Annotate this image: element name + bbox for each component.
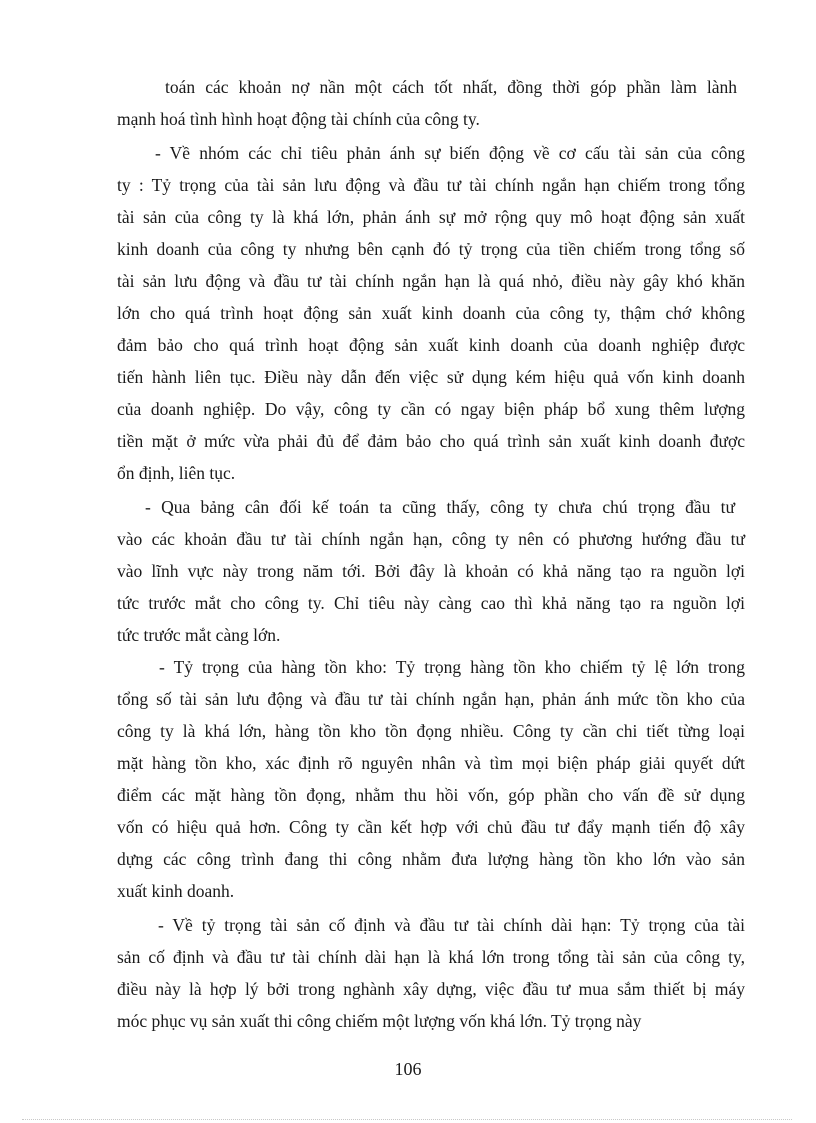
text-line: lớn cho quá trình hoạt động sản xuất kinh doanh của công ty, thậm chớ không: [117, 303, 745, 323]
text-line: ty : Tỷ trọng của tài sản lưu động và đầu tư tài chính ngắn hạn chiếm trong tổng: [117, 175, 745, 195]
text-line: tức trước mắt càng lớn.: [117, 625, 281, 645]
text-line: kinh doanh của công ty nhưng bên cạnh đó tỷ trọng của tiền chiếm trong tổng số: [117, 239, 745, 259]
text-line: tức trước mắt cho công ty. Chỉ tiêu này càng cao thì khả năng tạo ra nguồn lợi: [117, 593, 745, 613]
text-line: đảm bảo cho quá trình hoạt động sản xuất kinh doanh của doanh nghiệp được: [117, 335, 745, 355]
footer-divider: [22, 1119, 792, 1120]
text-line: vào lĩnh vực này trong năm tới. Bởi đây là khoản có khả năng tạo ra nguồn lợi: [117, 561, 745, 581]
text-line: - Qua bảng cân đối kế toán ta cũng thấy, công ty chưa chú trọng đầu tư: [145, 497, 735, 517]
text-line: - Về nhóm các chỉ tiêu phản ánh sự biến động về cơ cấu tài sản của công: [155, 143, 745, 163]
text-line: toán các khoản nợ nần một cách tốt nhất, đồng thời góp phần làm lành: [165, 77, 737, 97]
text-line: tổng số tài sản lưu động và đầu tư tài chính ngắn hạn, phản ánh mức tồn kho của: [117, 689, 745, 709]
text-line: - Về tỷ trọng tài sản cố định và đầu tư tài chính dài hạn: Tỷ trọng của tài: [158, 915, 745, 935]
text-line: công ty là khá lớn, hàng tồn kho tồn đọng nhiều. Công ty cần chi tiết từng loại: [117, 721, 745, 741]
text-line: móc phục vụ sản xuất thi công chiếm một lượng vốn khá lớn. Tỷ trọng này: [117, 1011, 642, 1031]
text-line: mặt hàng tồn kho, xác định rõ nguyên nhân và tìm mọi biện pháp giải quyết dứt: [117, 753, 745, 773]
text-line: sản cố định và đầu tư tài chính dài hạn là khá lớn trong tổng tài sản của công ty,: [117, 947, 745, 967]
text-line: tài sản của công ty là khá lớn, phản ánh sự mở rộng quy mô hoạt động sản xuất: [117, 207, 745, 227]
text-line: xuất kinh doanh.: [117, 881, 235, 901]
text-line: tiến hành liên tục. Điều này dẫn đến việc sử dụng kém hiệu quả vốn kinh doanh: [117, 367, 745, 387]
text-line: tiền mặt ở mức vừa phải đủ để đảm bảo cho quá trình sản xuất kinh doanh được: [117, 431, 745, 451]
text-line: vào các khoản đầu tư tài chính ngắn hạn, công ty nên có phương hướng đầu tư: [117, 529, 745, 549]
text-line: - Tỷ trọng của hàng tồn kho: Tỷ trọng hàng tồn kho chiếm tỷ lệ lớn trong: [159, 657, 745, 677]
text-line: dựng các công trình đang thi công nhằm đưa lượng hàng tồn kho lớn vào sản: [117, 849, 745, 869]
text-line: của doanh nghiệp. Do vậy, công ty cần có ngay biện pháp bổ xung thêm lượng: [117, 399, 745, 419]
text-line: tài sản lưu động và đầu tư tài chính ngắn hạn là quá nhỏ, điều này gây khó khăn: [117, 271, 745, 291]
page-number: 106: [394, 1059, 422, 1079]
text-line: mạnh hoá tình hình hoạt động tài chính của công ty.: [117, 109, 480, 129]
text-line: điểm các mặt hàng tồn đọng, nhằm thu hồi vốn, góp phần cho vấn đề sử dụng: [117, 785, 745, 805]
text-line: điều này là hợp lý bởi trong nghành xây dựng, việc đầu tư mua sắm thiết bị máy: [117, 979, 745, 999]
text-line: ổn định, liên tục.: [117, 463, 236, 483]
text-line: vốn có hiệu quả hơn. Công ty cần kết hợp với chủ đầu tư đẩy mạnh tiến độ xây: [117, 817, 745, 837]
